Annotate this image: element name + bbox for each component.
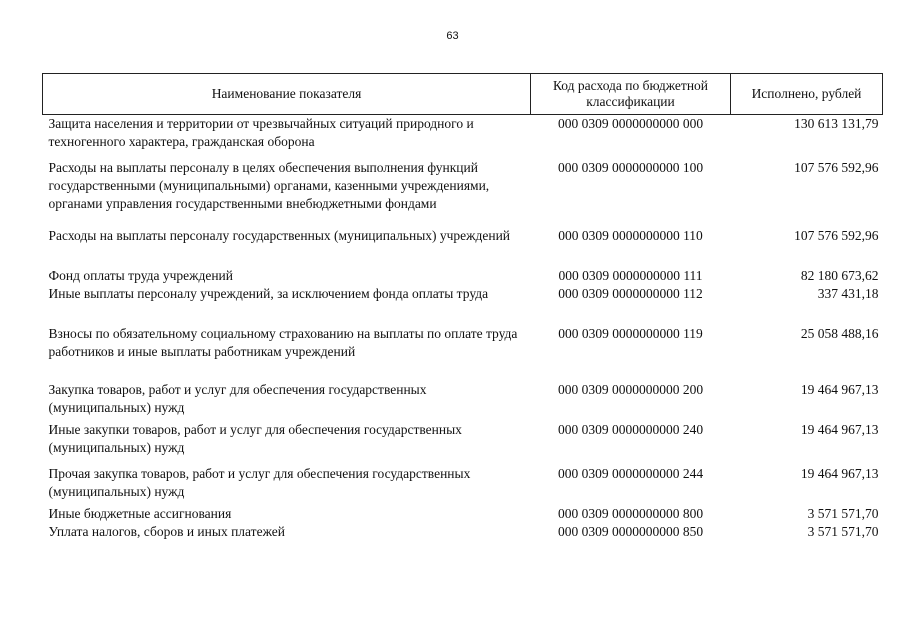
row-amount: 19 464 967,13	[800, 381, 879, 397]
row-code: 000 0309 0000000000 200	[557, 381, 704, 397]
table-header-row	[43, 74, 883, 115]
row-amount: 3 571 571,70	[807, 505, 879, 521]
row-code: 000 0309 0000000000 100	[557, 159, 704, 175]
row-name: Прочая закупка товаров, работ и услуг для обеспечения государственных (муниципальных) нужд	[48, 465, 471, 499]
row-name: Взносы по обязательному социальному страхованию на выплаты по оплате труда работников и иные выплаты работникам учреждений	[48, 325, 518, 359]
row-code: 000 0309 0000000000 850	[557, 523, 704, 539]
row-name: Уплата налогов, сборов и иных платежей	[48, 523, 285, 539]
table-row	[43, 227, 883, 267]
row-code: 000 0309 0000000000 112	[558, 285, 703, 301]
row-amount: 337 431,18	[817, 285, 879, 301]
budget-table-container	[42, 73, 882, 541]
table-row	[43, 325, 883, 381]
row-amount: 25 058 488,16	[800, 325, 879, 341]
row-code: 000 0309 0000000000 110	[558, 227, 703, 243]
row-name: Расходы на выплаты персоналу в целях обеспечения выполнения функций государственными (муниципальными) органами, казенными учреждениями, органами управления государственными внебюджетными фондами	[48, 159, 490, 211]
table-row	[43, 465, 883, 505]
table-row	[43, 159, 883, 227]
table-row	[43, 523, 883, 541]
row-name: Иные выплаты персоналу учреждений, за исключением фонда оплаты труда	[48, 285, 489, 301]
row-code: 000 0309 0000000000 111	[558, 267, 703, 283]
row-amount: 19 464 967,13	[800, 421, 879, 437]
row-amount: 130 613 131,79	[794, 116, 879, 131]
row-name: Фонд оплаты труда учреждений	[48, 267, 233, 283]
row-amount: 3 571 571,70	[807, 523, 879, 539]
row-amount: 107 576 592,96	[794, 159, 879, 175]
budget-execution-table	[42, 73, 883, 541]
row-name: Иные бюджетные ассигнования	[48, 505, 232, 521]
row-name: Расходы на выплаты персоналу государственных (муниципальных) учреждений	[48, 227, 511, 243]
table-row	[43, 381, 883, 421]
row-amount: 19 464 967,13	[800, 465, 879, 481]
row-code: 000 0309 0000000000 119	[558, 325, 703, 341]
table-row	[43, 115, 883, 159]
row-code: 000 0309 0000000000 240	[557, 421, 704, 437]
row-code: 000 0309 0000000000 244	[557, 465, 704, 481]
row-code: 000 0309 0000000000 800	[557, 505, 704, 521]
row-amount: 107 576 592,96	[794, 227, 879, 243]
row-name: Иные закупки товаров, работ и услуг для обеспечения государственных (муниципальных) нужд	[48, 421, 462, 455]
header-executed-amount: Исполнено, рублей	[731, 74, 883, 115]
table-row	[43, 421, 883, 465]
header-budget-code: Код расхода по бюджетной классификации	[531, 74, 731, 115]
page-number: 63	[446, 30, 459, 42]
row-code: 000 0309 0000000000 000	[557, 116, 704, 131]
table-row	[43, 505, 883, 523]
row-name: Закупка товаров, работ и услуг для обеспечения государственных (муниципальных) нужд	[48, 381, 427, 415]
table-row	[43, 285, 883, 325]
row-amount: 82 180 673,62	[800, 267, 879, 283]
row-name: Защита населения и территории от чрезвычайных ситуаций природного и техногенного характера, гражданская оборона	[48, 116, 474, 149]
table-row	[43, 267, 883, 285]
header-indicator-name: Наименование показателя	[43, 74, 531, 115]
